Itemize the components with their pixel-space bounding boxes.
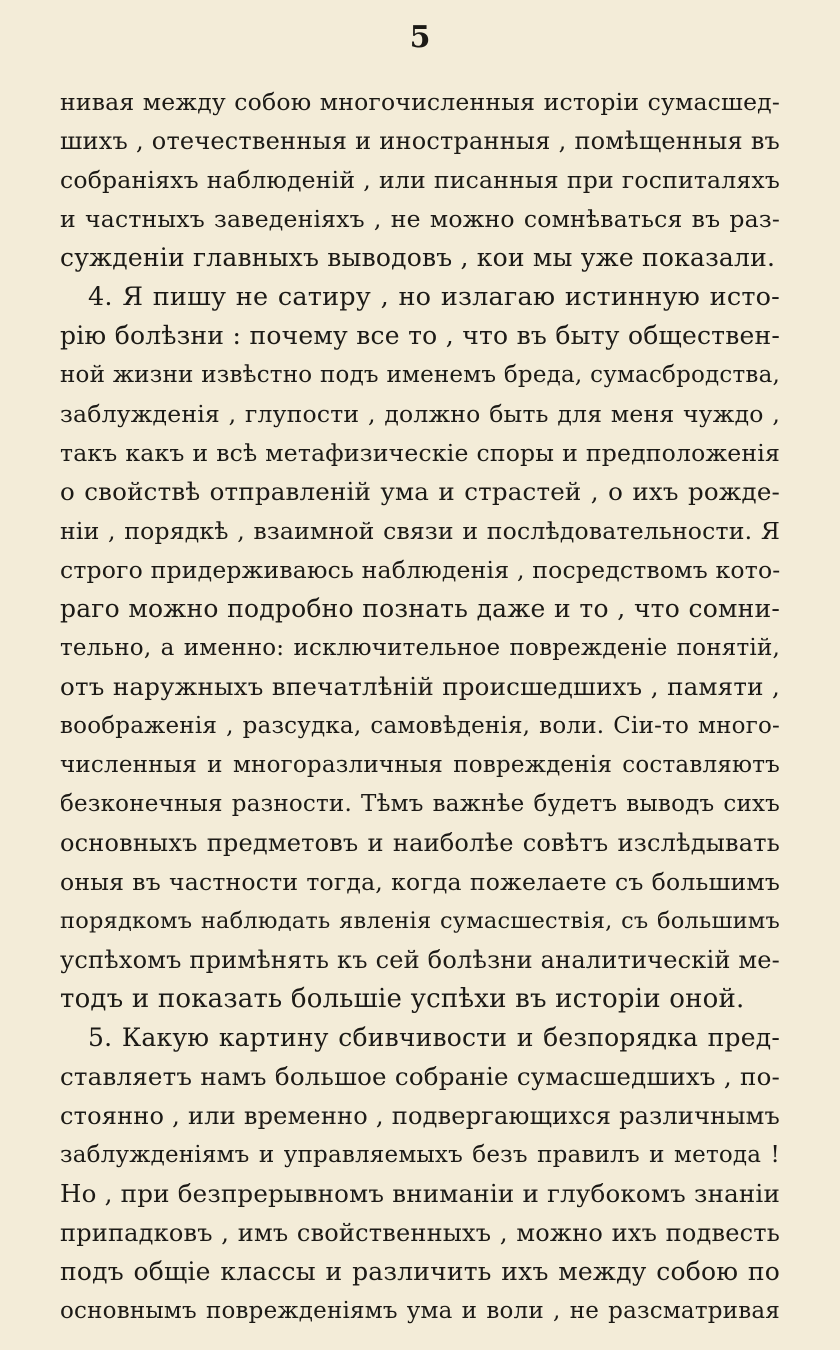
text-line-30: припадковъ , имъ свойственныхъ , можно ихъ подвесть (60, 1219, 780, 1247)
text-line-26: ставляетъ намъ большое собраніе сумасшедшихъ , по- (60, 1062, 780, 1091)
text-line-22: порядкомъ наблюдать явленія сумасшествія, съ большимъ (60, 908, 780, 934)
text-line-9: заблужденія , глупости , должно быть для меня чуждо , (60, 400, 780, 428)
text-line-7: рію болѣзни : почему все то , что въ быту обществен- (60, 321, 780, 350)
text-line-29: Но , при безпрерывномъ вниманіи и глубокомъ знаніи (60, 1179, 780, 1208)
text-line-24: тодъ и показать большіе успѣхи въ исторіи оной. (60, 984, 745, 1014)
text-line-4: и частныхъ заведеніяхъ , не можно сомнѣваться въ раз- (60, 205, 780, 233)
text-line-20: основныхъ предметовъ и наиболѣе совѣтъ изслѣдывать (60, 829, 780, 857)
text-line-6: 4. Я пишу не сатиру , но излагаю истинную исто- (88, 282, 780, 312)
text-line-25: 5. Какую картину сбивчивости и безпорядка пред- (88, 1023, 780, 1052)
text-line-18: численныя и многоразличныя поврежденія составляютъ (60, 752, 780, 778)
text-line-23: успѣхомъ примѣнять къ сей болѣзни аналитическій ме- (60, 946, 780, 974)
text-line-19: безконечныя разности. Тѣмъ важнѣе будетъ выводъ сихъ (60, 791, 780, 817)
text-line-16: отъ наружныхъ впечатлѣній происшедшихъ , памяти , (60, 672, 780, 701)
text-line-10: такъ какъ и всѣ метафизическіе споры и предположенія (60, 439, 780, 467)
text-line-17: воображенія , разсудка, самовѣденія, воли. Сіи-то много- (60, 713, 780, 739)
text-line-31: подъ общіе классы и различить ихъ между собою по (60, 1257, 780, 1286)
text-line-1: нивая между собою многочисленныя исторіи сумасшед- (60, 88, 780, 116)
text-line-15: тельно, а именно: исключительное поврежденіе понятій, (60, 635, 780, 661)
text-line-5: сужденіи главныхъ выводовъ , кои мы уже показали. (60, 243, 776, 272)
text-line-32: основнымъ поврежденіямъ ума и воли , не разсматривая (60, 1298, 780, 1324)
text-line-8: ной жизни извѣстно подъ именемъ бреда, сумасбродства, (60, 362, 780, 388)
page-number: 5 (409, 20, 431, 55)
text-line-2: шихъ , отечественныя и иностранныя , помѣщенныя въ (60, 127, 780, 155)
text-line-11: о свойствѣ отправленій ума и страстей , о ихъ рожде- (60, 477, 780, 506)
text-line-13: строго придерживаюсь наблюденія , посредствомъ кото- (60, 556, 781, 584)
text-line-27: стоянно , или временно , подвергающихся различнымъ (60, 1102, 780, 1130)
text-line-21: оныя въ частности тогда, когда пожелаете съ большимъ (60, 868, 780, 896)
text-line-14: раго можно подробно познать даже и то , что сомни- (60, 594, 780, 623)
text-line-12: ніи , порядкѣ , взаимной связи и послѣдовательности. Я (60, 517, 780, 545)
text-line-3: собраніяхъ наблюденій , или писанныя при госпиталяхъ (60, 166, 780, 194)
text-line-28: заблужденіямъ и управляемыхъ безъ правилъ и метода ! (60, 1142, 780, 1168)
